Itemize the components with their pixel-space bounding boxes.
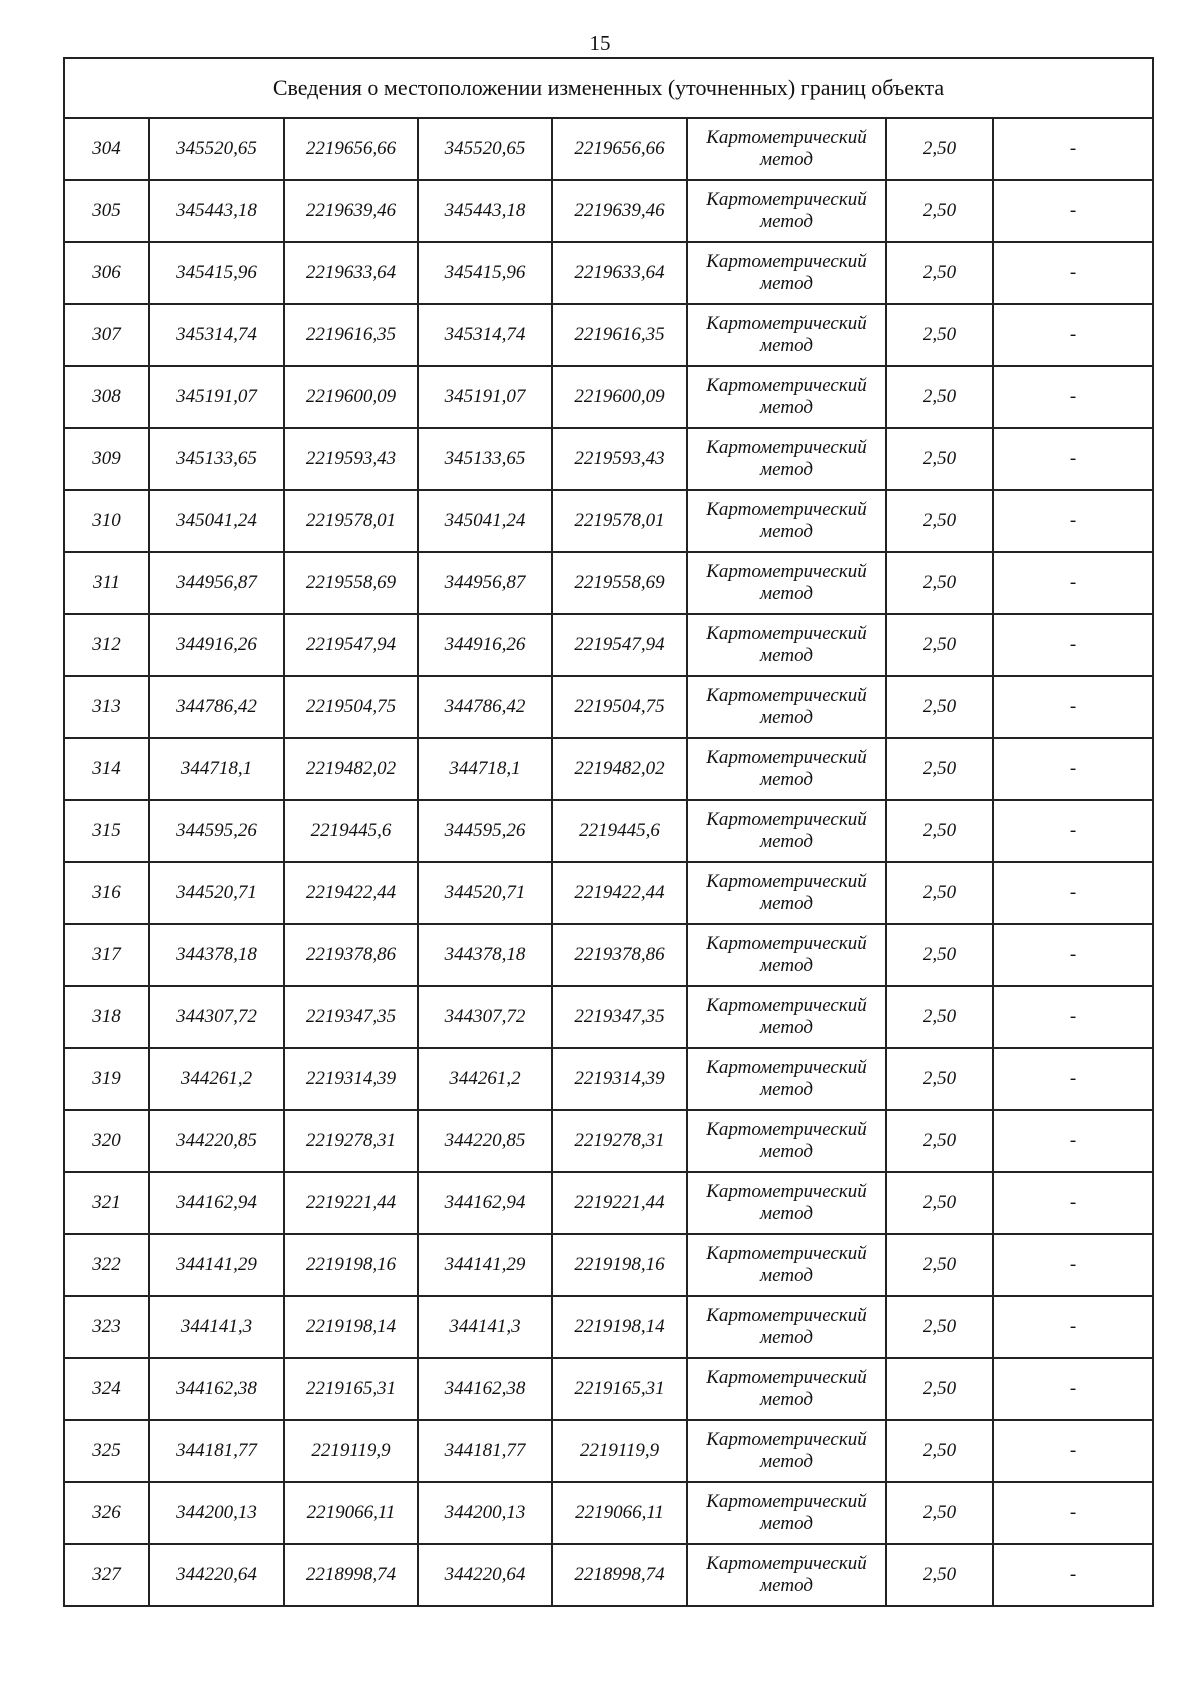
method-line-2: метод <box>760 1079 813 1100</box>
note-cell: - <box>993 118 1153 180</box>
x-refined-cell: 345415,96 <box>418 242 552 304</box>
y-existing-cell: 2219482,02 <box>284 738 418 800</box>
method-line-1: Картометрический <box>706 747 867 768</box>
y-existing-cell: 2219547,94 <box>284 614 418 676</box>
accuracy-cell: 2,50 <box>886 118 993 180</box>
accuracy-cell: 2,50 <box>886 862 993 924</box>
note-cell: - <box>993 614 1153 676</box>
table-row <box>64 614 1153 676</box>
x-refined-cell: 344378,18 <box>418 924 552 986</box>
y-existing-cell: 2219278,31 <box>284 1110 418 1172</box>
table-row <box>64 738 1153 800</box>
note-cell: - <box>993 924 1153 986</box>
note-cell: - <box>993 490 1153 552</box>
y-existing-cell: 2219504,75 <box>284 676 418 738</box>
y-refined-cell: 2219221,44 <box>552 1172 687 1234</box>
method-line-1: Картометрический <box>706 933 867 954</box>
method-line-2: метод <box>760 1265 813 1286</box>
method-cell <box>687 490 886 552</box>
point-number-cell: 325 <box>64 1420 149 1482</box>
x-existing-cell: 345191,07 <box>149 366 284 428</box>
table-row <box>64 1420 1153 1482</box>
x-existing-cell: 344956,87 <box>149 552 284 614</box>
table-row <box>64 180 1153 242</box>
x-existing-cell: 344378,18 <box>149 924 284 986</box>
table-row <box>64 676 1153 738</box>
x-refined-cell: 344307,72 <box>418 986 552 1048</box>
y-existing-cell: 2219593,43 <box>284 428 418 490</box>
table-row <box>64 862 1153 924</box>
y-existing-cell: 2219198,16 <box>284 1234 418 1296</box>
x-refined-cell: 345191,07 <box>418 366 552 428</box>
y-existing-cell: 2219165,31 <box>284 1358 418 1420</box>
table-body <box>64 58 1153 1606</box>
method-line-2: метод <box>760 955 813 976</box>
note-cell: - <box>993 1544 1153 1606</box>
y-existing-cell: 2219600,09 <box>284 366 418 428</box>
y-existing-cell: 2219616,35 <box>284 304 418 366</box>
method-line-2: метод <box>760 1017 813 1038</box>
table-row <box>64 1234 1153 1296</box>
note-cell: - <box>993 1482 1153 1544</box>
accuracy-cell: 2,50 <box>886 924 993 986</box>
method-line-1: Картометрический <box>706 1119 867 1140</box>
method-line-1: Картометрический <box>706 499 867 520</box>
method-cell <box>687 428 886 490</box>
method-cell <box>687 676 886 738</box>
note-cell: - <box>993 738 1153 800</box>
method-cell <box>687 1544 886 1606</box>
point-number-cell: 317 <box>64 924 149 986</box>
table-row <box>64 242 1153 304</box>
method-cell <box>687 118 886 180</box>
y-refined-cell: 2219633,64 <box>552 242 687 304</box>
method-line-1: Картометрический <box>706 1057 867 1078</box>
accuracy-cell: 2,50 <box>886 1234 993 1296</box>
x-existing-cell: 344220,64 <box>149 1544 284 1606</box>
accuracy-cell: 2,50 <box>886 1296 993 1358</box>
y-existing-cell: 2219314,39 <box>284 1048 418 1110</box>
y-refined-cell: 2219656,66 <box>552 118 687 180</box>
method-line-1: Картометрический <box>706 995 867 1016</box>
x-refined-cell: 344220,85 <box>418 1110 552 1172</box>
y-existing-cell: 2218998,74 <box>284 1544 418 1606</box>
x-existing-cell: 344307,72 <box>149 986 284 1048</box>
x-refined-cell: 344162,38 <box>418 1358 552 1420</box>
method-cell <box>687 986 886 1048</box>
x-refined-cell: 345041,24 <box>418 490 552 552</box>
method-line-2: метод <box>760 1327 813 1348</box>
accuracy-cell: 2,50 <box>886 986 993 1048</box>
method-line-1: Картометрический <box>706 1181 867 1202</box>
point-number-cell: 318 <box>64 986 149 1048</box>
table-row <box>64 1358 1153 1420</box>
x-existing-cell: 345133,65 <box>149 428 284 490</box>
y-refined-cell: 2219578,01 <box>552 490 687 552</box>
note-cell: - <box>993 1172 1153 1234</box>
x-refined-cell: 344956,87 <box>418 552 552 614</box>
accuracy-cell: 2,50 <box>886 1420 993 1482</box>
accuracy-cell: 2,50 <box>886 676 993 738</box>
method-line-1: Картометрический <box>706 375 867 396</box>
x-refined-cell: 344520,71 <box>418 862 552 924</box>
note-cell: - <box>993 1296 1153 1358</box>
note-cell: - <box>993 180 1153 242</box>
method-cell <box>687 800 886 862</box>
x-refined-cell: 344200,13 <box>418 1482 552 1544</box>
method-line-2: метод <box>760 1203 813 1224</box>
method-cell <box>687 1482 886 1544</box>
method-line-1: Картометрический <box>706 685 867 706</box>
point-number-cell: 327 <box>64 1544 149 1606</box>
method-line-2: метод <box>760 893 813 914</box>
accuracy-cell: 2,50 <box>886 800 993 862</box>
table-row <box>64 1110 1153 1172</box>
y-existing-cell: 2219119,9 <box>284 1420 418 1482</box>
point-number-cell: 326 <box>64 1482 149 1544</box>
method-line-1: Картометрический <box>706 1429 867 1450</box>
method-line-2: метод <box>760 397 813 418</box>
y-refined-cell: 2219314,39 <box>552 1048 687 1110</box>
point-number-cell: 306 <box>64 242 149 304</box>
method-line-2: метод <box>760 1575 813 1596</box>
table-row <box>64 1482 1153 1544</box>
method-line-1: Картометрический <box>706 871 867 892</box>
accuracy-cell: 2,50 <box>886 552 993 614</box>
table-row <box>64 552 1153 614</box>
x-existing-cell: 344786,42 <box>149 676 284 738</box>
accuracy-cell: 2,50 <box>886 304 993 366</box>
method-line-2: метод <box>760 1513 813 1534</box>
note-cell: - <box>993 304 1153 366</box>
point-number-cell: 321 <box>64 1172 149 1234</box>
x-refined-cell: 345314,74 <box>418 304 552 366</box>
method-line-2: метод <box>760 335 813 356</box>
x-existing-cell: 344181,77 <box>149 1420 284 1482</box>
y-refined-cell: 2219639,46 <box>552 180 687 242</box>
point-number-cell: 320 <box>64 1110 149 1172</box>
y-existing-cell: 2219378,86 <box>284 924 418 986</box>
y-refined-cell: 2219445,6 <box>552 800 687 862</box>
accuracy-cell: 2,50 <box>886 180 993 242</box>
note-cell: - <box>993 1234 1153 1296</box>
note-cell: - <box>993 800 1153 862</box>
y-refined-cell: 2219422,44 <box>552 862 687 924</box>
method-line-1: Картометрический <box>706 623 867 644</box>
method-cell <box>687 1420 886 1482</box>
method-line-1: Картометрический <box>706 189 867 210</box>
accuracy-cell: 2,50 <box>886 490 993 552</box>
accuracy-cell: 2,50 <box>886 738 993 800</box>
x-existing-cell: 345415,96 <box>149 242 284 304</box>
table-row <box>64 986 1153 1048</box>
note-cell: - <box>993 1358 1153 1420</box>
point-number-cell: 319 <box>64 1048 149 1110</box>
table-row <box>64 304 1153 366</box>
point-number-cell: 322 <box>64 1234 149 1296</box>
x-existing-cell: 344916,26 <box>149 614 284 676</box>
accuracy-cell: 2,50 <box>886 1172 993 1234</box>
method-line-2: метод <box>760 521 813 542</box>
y-refined-cell: 2219198,16 <box>552 1234 687 1296</box>
method-line-2: метод <box>760 273 813 294</box>
method-line-2: метод <box>760 459 813 480</box>
y-existing-cell: 2219445,6 <box>284 800 418 862</box>
table-row <box>64 1544 1153 1606</box>
y-refined-cell: 2219165,31 <box>552 1358 687 1420</box>
y-refined-cell: 2219504,75 <box>552 676 687 738</box>
method-cell <box>687 552 886 614</box>
method-line-1: Картометрический <box>706 127 867 148</box>
table-row <box>64 924 1153 986</box>
x-refined-cell: 344916,26 <box>418 614 552 676</box>
accuracy-cell: 2,50 <box>886 242 993 304</box>
y-existing-cell: 2219633,64 <box>284 242 418 304</box>
point-number-cell: 323 <box>64 1296 149 1358</box>
x-refined-cell: 344141,3 <box>418 1296 552 1358</box>
method-line-2: метод <box>760 1141 813 1162</box>
x-refined-cell: 344181,77 <box>418 1420 552 1482</box>
method-line-1: Картометрический <box>706 313 867 334</box>
y-existing-cell: 2219639,46 <box>284 180 418 242</box>
note-cell: - <box>993 242 1153 304</box>
method-cell <box>687 1358 886 1420</box>
x-existing-cell: 344520,71 <box>149 862 284 924</box>
note-cell: - <box>993 428 1153 490</box>
y-existing-cell: 2219422,44 <box>284 862 418 924</box>
accuracy-cell: 2,50 <box>886 1482 993 1544</box>
x-refined-cell: 344162,94 <box>418 1172 552 1234</box>
method-line-1: Картометрический <box>706 1491 867 1512</box>
y-refined-cell: 2219347,35 <box>552 986 687 1048</box>
method-line-1: Картометрический <box>706 1305 867 1326</box>
method-cell <box>687 1172 886 1234</box>
x-existing-cell: 345520,65 <box>149 118 284 180</box>
accuracy-cell: 2,50 <box>886 1110 993 1172</box>
y-refined-cell: 2219198,14 <box>552 1296 687 1358</box>
note-cell: - <box>993 1420 1153 1482</box>
x-refined-cell: 345133,65 <box>418 428 552 490</box>
x-refined-cell: 344261,2 <box>418 1048 552 1110</box>
accuracy-cell: 2,50 <box>886 1048 993 1110</box>
note-cell: - <box>993 552 1153 614</box>
table-row <box>64 118 1153 180</box>
x-existing-cell: 345314,74 <box>149 304 284 366</box>
x-refined-cell: 345443,18 <box>418 180 552 242</box>
table-row <box>64 366 1153 428</box>
x-refined-cell: 344786,42 <box>418 676 552 738</box>
method-line-1: Картометрический <box>706 251 867 272</box>
table-row <box>64 490 1153 552</box>
x-existing-cell: 344141,29 <box>149 1234 284 1296</box>
table-row <box>64 1296 1153 1358</box>
point-number-cell: 312 <box>64 614 149 676</box>
point-number-cell: 315 <box>64 800 149 862</box>
x-existing-cell: 344595,26 <box>149 800 284 862</box>
y-refined-cell: 2219616,35 <box>552 304 687 366</box>
method-cell <box>687 862 886 924</box>
x-existing-cell: 344162,94 <box>149 1172 284 1234</box>
x-refined-cell: 344141,29 <box>418 1234 552 1296</box>
method-cell <box>687 1110 886 1172</box>
x-existing-cell: 344162,38 <box>149 1358 284 1420</box>
method-line-1: Картометрический <box>706 1367 867 1388</box>
y-refined-cell: 2219482,02 <box>552 738 687 800</box>
x-existing-cell: 344220,85 <box>149 1110 284 1172</box>
method-cell <box>687 242 886 304</box>
method-line-2: метод <box>760 211 813 232</box>
y-existing-cell: 2219347,35 <box>284 986 418 1048</box>
accuracy-cell: 2,50 <box>886 614 993 676</box>
x-existing-cell: 344141,3 <box>149 1296 284 1358</box>
y-refined-cell: 2219378,86 <box>552 924 687 986</box>
point-number-cell: 324 <box>64 1358 149 1420</box>
note-cell: - <box>993 366 1153 428</box>
method-line-1: Картометрический <box>706 1243 867 1264</box>
x-existing-cell: 345443,18 <box>149 180 284 242</box>
note-cell: - <box>993 1110 1153 1172</box>
accuracy-cell: 2,50 <box>886 366 993 428</box>
section-title-row <box>64 58 1153 118</box>
method-cell <box>687 366 886 428</box>
accuracy-cell: 2,50 <box>886 428 993 490</box>
page-number: 15 <box>589 31 611 55</box>
method-line-2: метод <box>760 831 813 852</box>
method-line-1: Картометрический <box>706 437 867 458</box>
method-cell <box>687 924 886 986</box>
x-refined-cell: 344220,64 <box>418 1544 552 1606</box>
x-existing-cell: 345041,24 <box>149 490 284 552</box>
method-cell <box>687 304 886 366</box>
table-row <box>64 428 1153 490</box>
x-existing-cell: 344718,1 <box>149 738 284 800</box>
note-cell: - <box>993 862 1153 924</box>
method-line-2: метод <box>760 707 813 728</box>
method-cell <box>687 1296 886 1358</box>
y-existing-cell: 2219558,69 <box>284 552 418 614</box>
point-number-cell: 304 <box>64 118 149 180</box>
method-cell <box>687 614 886 676</box>
y-refined-cell: 2219066,11 <box>552 1482 687 1544</box>
method-cell <box>687 1234 886 1296</box>
method-cell <box>687 738 886 800</box>
note-cell: - <box>993 676 1153 738</box>
point-number-cell: 308 <box>64 366 149 428</box>
method-line-1: Картометрический <box>706 809 867 830</box>
y-refined-cell: 2219119,9 <box>552 1420 687 1482</box>
y-refined-cell: 2219278,31 <box>552 1110 687 1172</box>
point-number-cell: 311 <box>64 552 149 614</box>
method-cell <box>687 180 886 242</box>
point-number-cell: 314 <box>64 738 149 800</box>
method-line-2: метод <box>760 1451 813 1472</box>
method-line-2: метод <box>760 149 813 170</box>
point-number-cell: 307 <box>64 304 149 366</box>
y-existing-cell: 2219578,01 <box>284 490 418 552</box>
point-number-cell: 313 <box>64 676 149 738</box>
note-cell: - <box>993 986 1153 1048</box>
method-line-2: метод <box>760 645 813 666</box>
method-line-2: метод <box>760 1389 813 1410</box>
x-refined-cell: 344718,1 <box>418 738 552 800</box>
x-existing-cell: 344200,13 <box>149 1482 284 1544</box>
point-number-cell: 310 <box>64 490 149 552</box>
coordinates-table <box>63 57 1154 1607</box>
point-number-cell: 316 <box>64 862 149 924</box>
y-refined-cell: 2219593,43 <box>552 428 687 490</box>
y-existing-cell: 2219198,14 <box>284 1296 418 1358</box>
y-existing-cell: 2219221,44 <box>284 1172 418 1234</box>
y-existing-cell: 2219656,66 <box>284 118 418 180</box>
x-refined-cell: 345520,65 <box>418 118 552 180</box>
method-line-1: Картометрический <box>706 1553 867 1574</box>
y-existing-cell: 2219066,11 <box>284 1482 418 1544</box>
table-row <box>64 1048 1153 1110</box>
method-line-1: Картометрический <box>706 561 867 582</box>
note-cell: - <box>993 1048 1153 1110</box>
point-number-cell: 309 <box>64 428 149 490</box>
y-refined-cell: 2219547,94 <box>552 614 687 676</box>
method-line-2: метод <box>760 769 813 790</box>
y-refined-cell: 2218998,74 <box>552 1544 687 1606</box>
x-existing-cell: 344261,2 <box>149 1048 284 1110</box>
accuracy-cell: 2,50 <box>886 1358 993 1420</box>
method-line-2: метод <box>760 583 813 604</box>
x-refined-cell: 344595,26 <box>418 800 552 862</box>
accuracy-cell: 2,50 <box>886 1544 993 1606</box>
y-refined-cell: 2219600,09 <box>552 366 687 428</box>
table-row <box>64 1172 1153 1234</box>
method-cell <box>687 1048 886 1110</box>
y-refined-cell: 2219558,69 <box>552 552 687 614</box>
section-title: Сведения о местоположении измененных (уточненных) границ объекта <box>64 58 1153 118</box>
point-number-cell: 305 <box>64 180 149 242</box>
table-row <box>64 800 1153 862</box>
